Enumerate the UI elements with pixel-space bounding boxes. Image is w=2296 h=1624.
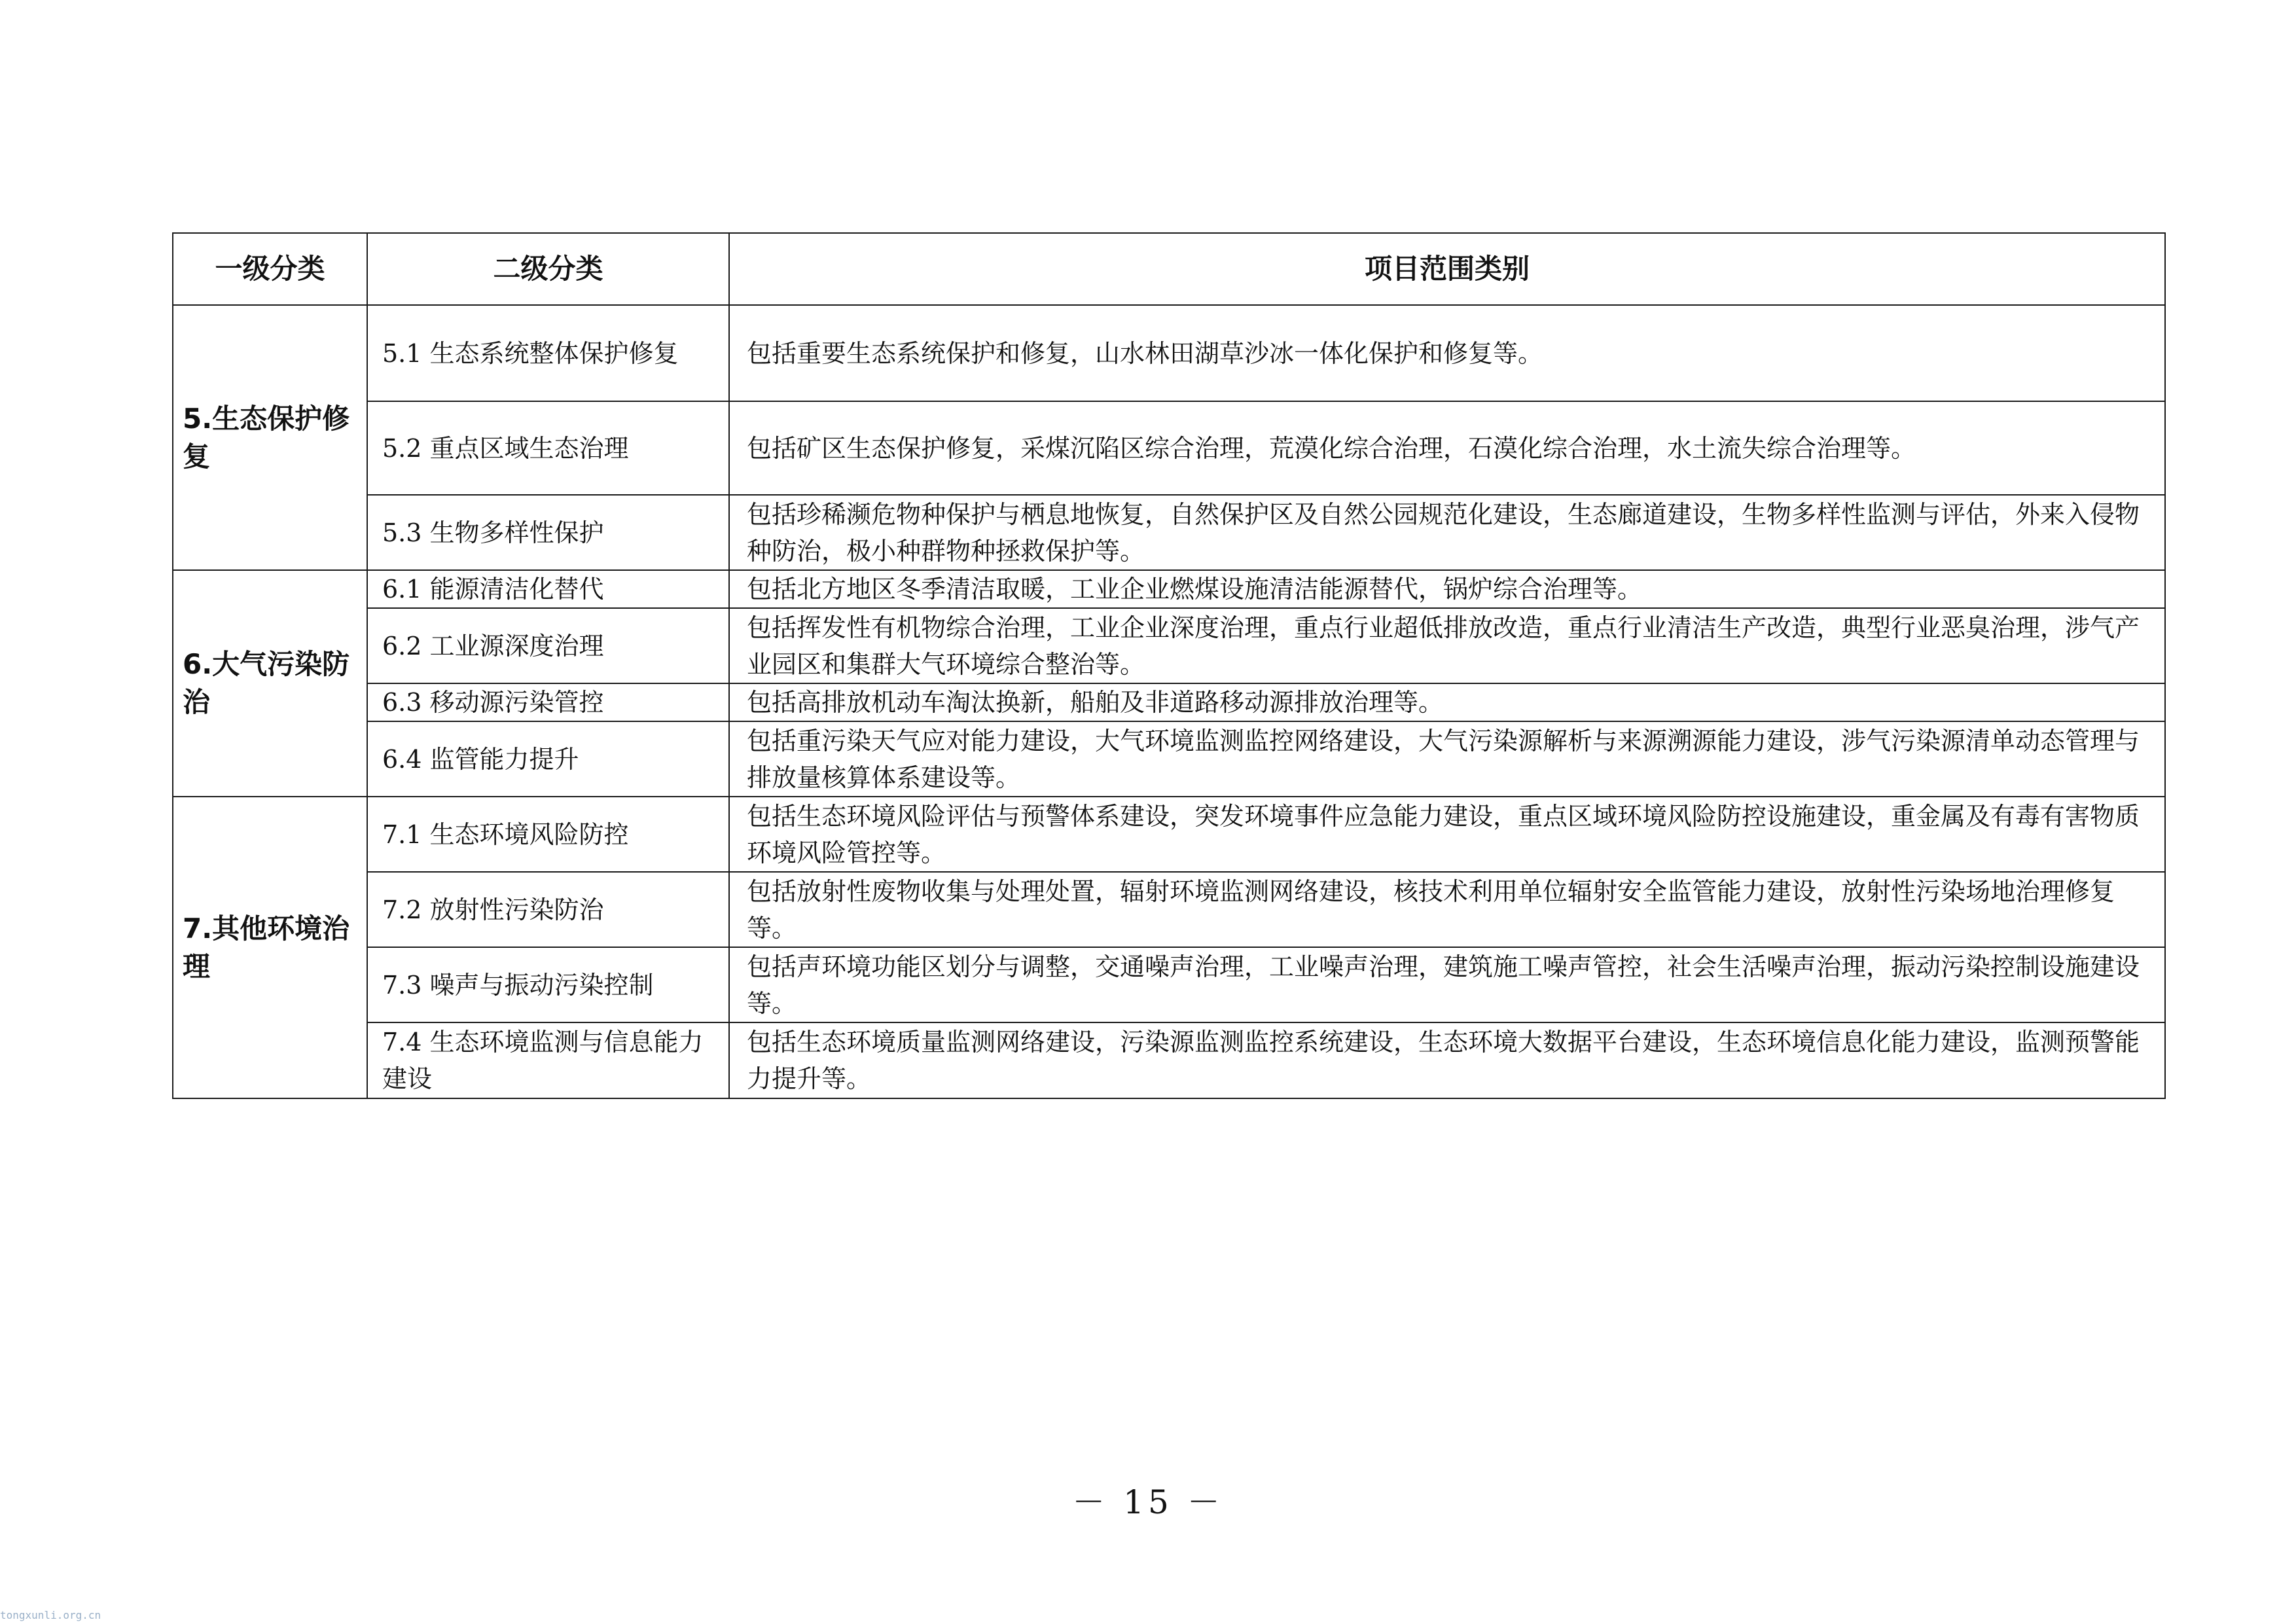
scope-cell: 包括矿区生态保护修复，采煤沉陷区综合治理，荒漠化综合治理，石漠化综合治理，水土流失综合治理等。 xyxy=(729,401,2165,495)
table-row xyxy=(173,401,2165,495)
table-row xyxy=(173,947,2165,1022)
scope-cell: 包括声环境功能区划分与调整，交通噪声治理，工业噪声治理，建筑施工噪声管控，社会生活噪声治理，振动污染控制设施建设等。 xyxy=(729,947,2165,1022)
scope-cell: 包括挥发性有机物综合治理，工业企业深度治理，重点行业超低排放改造，重点行业清洁生产改造，典型行业恶臭治理，涉气产业园区和集群大气环境综合整治等。 xyxy=(729,608,2165,683)
subcategory-cell: 7.2 放射性污染防治 xyxy=(367,872,729,947)
header-level1: 一级分类 xyxy=(173,233,367,305)
subcategory-cell: 5.3 生物多样性保护 xyxy=(367,495,729,570)
table-row xyxy=(173,495,2165,570)
category-cell: 7.其他环境治理 xyxy=(173,797,367,1098)
table-row xyxy=(173,305,2165,401)
header-level2: 二级分类 xyxy=(367,233,729,305)
table-row xyxy=(173,683,2165,721)
scope-cell: 包括珍稀濒危物种保护与栖息地恢复，自然保护区及自然公园规范化建设，生态廊道建设，生物多样性监测与评估，外来入侵物种防治，极小种群物种拯救保护等。 xyxy=(729,495,2165,570)
table-row xyxy=(173,608,2165,683)
category-cell: 6.大气污染防治 xyxy=(173,570,367,797)
subcategory-cell: 6.4 监管能力提升 xyxy=(367,721,729,797)
table-row xyxy=(173,872,2165,947)
subcategory-cell: 6.1 能源清洁化替代 xyxy=(367,570,729,608)
scope-cell: 包括高排放机动车淘汰换新，船舶及非道路移动源排放治理等。 xyxy=(729,683,2165,721)
subcategory-cell: 7.4 生态环境监测与信息能力建设 xyxy=(367,1022,729,1098)
classification-table xyxy=(172,232,2166,1099)
scope-cell: 包括生态环境风险评估与预警体系建设，突发环境事件应急能力建设，重点区域环境风险防控设施建设，重金属及有毒有害物质环境风险管控等。 xyxy=(729,797,2165,872)
subcategory-cell: 7.1 生态环境风险防控 xyxy=(367,797,729,872)
table-header-row xyxy=(173,233,2165,305)
table-row xyxy=(173,1022,2165,1098)
scope-cell: 包括重要生态系统保护和修复，山水林田湖草沙冰一体化保护和修复等。 xyxy=(729,305,2165,401)
table-row xyxy=(173,721,2165,797)
watermark: tongxunli.org.cn xyxy=(0,1609,101,1621)
subcategory-cell: 7.3 噪声与振动污染控制 xyxy=(367,947,729,1022)
scope-cell: 包括生态环境质量监测网络建设，污染源监测监控系统建设，生态环境大数据平台建设，生态环境信息化能力建设，监测预警能力提升等。 xyxy=(729,1022,2165,1098)
scope-cell: 包括重污染天气应对能力建设，大气环境监测监控网络建设，大气污染源解析与来源溯源能力建设，涉气污染源清单动态管理与排放量核算体系建设等。 xyxy=(729,721,2165,797)
scope-cell: 包括放射性废物收集与处理处置，辐射环境监测网络建设，核技术利用单位辐射安全监管能力建设，放射性污染场地治理修复等。 xyxy=(729,872,2165,947)
table-row xyxy=(173,797,2165,872)
header-scope: 项目范围类别 xyxy=(729,233,2165,305)
subcategory-cell: 6.3 移动源污染管控 xyxy=(367,683,729,721)
category-cell: 5.生态保护修复 xyxy=(173,305,367,570)
table-row xyxy=(173,570,2165,608)
subcategory-cell: 5.2 重点区域生态治理 xyxy=(367,401,729,495)
subcategory-cell: 6.2 工业源深度治理 xyxy=(367,608,729,683)
page-number: － 15 － xyxy=(1072,1483,1224,1521)
subcategory-cell: 5.1 生态系统整体保护修复 xyxy=(367,305,729,401)
scope-cell: 包括北方地区冬季清洁取暖，工业企业燃煤设施清洁能源替代，锅炉综合治理等。 xyxy=(729,570,2165,608)
